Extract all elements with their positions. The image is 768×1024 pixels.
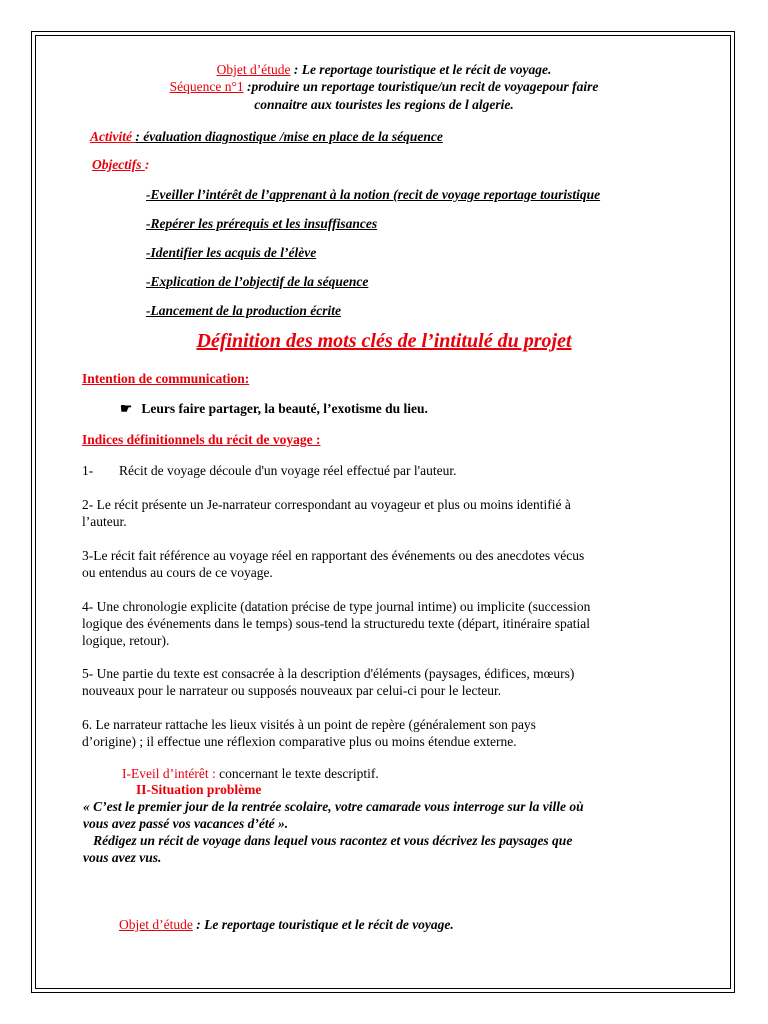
indice-line: 5- Une partie du texte est consacrée à la description d'éléments (paysages, édifices, mœurs) xyxy=(82,666,575,681)
eveil-text: concernant le texte descriptif. xyxy=(219,766,379,781)
objectif-item: -Lancement de la production écrite xyxy=(146,303,341,318)
objectif-item: -Identifier les acquis de l’élève xyxy=(146,245,317,260)
sequence-line xyxy=(0,79,768,95)
situation-quote-2: vous avez passé vos vacances d’été ». xyxy=(83,816,289,831)
indice-item-6 xyxy=(82,716,682,750)
indices-label: Indices définitionnels du récit de voyage : xyxy=(82,432,321,447)
indice-line: d’origine) ; il effectue une réflexion comparative plus ou moins étendue externe. xyxy=(82,734,517,749)
indice-item-3 xyxy=(82,547,682,581)
indice-line: logique des événements dans le temps) sous-tend la structuredu texte (départ, itinéraire spatial xyxy=(82,616,590,631)
eveil-label: I-Eveil d’intérêt : xyxy=(122,766,220,781)
activite-line xyxy=(90,129,443,145)
objectif-item: -Explication de l’objectif de la séquence xyxy=(146,274,369,289)
indice-text: Récit de voyage découle d'un voyage réel effectué par l'auteur. xyxy=(119,463,457,478)
footer-objet-line xyxy=(119,917,454,933)
indice-line: 6. Le narrateur rattache les lieux visités à un point de repère (généralement son pays xyxy=(82,717,536,732)
activite-label: Activité xyxy=(90,129,136,144)
indice-item-4 xyxy=(82,598,682,649)
footer-objet-label: Objet d’étude xyxy=(119,917,193,932)
eveil-line xyxy=(122,766,379,782)
indice-line: l’auteur. xyxy=(82,514,127,529)
indice-line: 3-Le récit fait référence au voyage réel en rapportant des événements ou des anecdotes vécus xyxy=(82,548,585,563)
footer-objet-text: : Le reportage touristique et le récit de voyage. xyxy=(192,917,454,932)
situation-task-1: Rédigez un récit de voyage dans lequel vous racontez et vous décrivez les paysages que xyxy=(83,833,573,848)
main-title: Définition des mots clés de l’intitulé du projet xyxy=(196,330,572,352)
indice-line: logique, retour). xyxy=(82,633,170,648)
indice-line: 2- Le récit présente un Je-narrateur correspondant au voyageur et plus ou moins identifié à xyxy=(82,497,571,512)
objet-label: Objet d’étude xyxy=(216,62,291,77)
indice-line: 4- Une chronologie explicite (datation précise de type journal intime) ou implicite (succession xyxy=(82,599,591,614)
indice-item-1 xyxy=(82,463,457,479)
objectifs-label: Objectifs xyxy=(92,157,145,172)
situation-task-2: vous avez vus. xyxy=(83,850,162,865)
objectifs-colon: : xyxy=(144,157,150,172)
activite-text: : évaluation diagnostique /mise en place de la séquence xyxy=(135,129,443,144)
indice-line: nouveaux pour le narrateur ou supposés nouveaux par celui-ci pour le lecteur. xyxy=(82,683,502,698)
intention-bullet xyxy=(120,401,428,417)
sequence-label: Séquence n°1 xyxy=(169,79,244,94)
pointing-hand-icon: ☛ xyxy=(120,401,133,416)
situation-quote-1: « C’est le premier jour de la rentrée scolaire, votre camarade vous interroge sur la ville où xyxy=(83,799,584,814)
objectif-item: -Repérer les prérequis et les insuffisances xyxy=(146,216,378,231)
objet-line xyxy=(0,62,768,78)
intention-text: Leurs faire partager, la beauté, l’exotisme du lieu. xyxy=(141,401,428,416)
indice-item-2 xyxy=(82,496,682,530)
situation-label: II-Situation problème xyxy=(136,782,262,797)
sequence-text: :produire un reportage touristique/un recit de voyagepour faire xyxy=(243,79,599,94)
objectif-item: -Eveiller l’intérêt de l’apprenant à la notion (recit de voyage reportage touristique xyxy=(146,187,601,202)
objectifs-heading xyxy=(92,157,149,173)
indice-item-5 xyxy=(82,665,682,699)
indice-line: ou entendus au cours de ce voyage. xyxy=(82,565,273,580)
indice-number: 1- xyxy=(82,463,94,478)
objet-text: : Le reportage touristique et le récit de voyage. xyxy=(290,62,552,77)
intention-label: Intention de communication: xyxy=(82,371,250,386)
sequence-line-2: connaitre aux touristes les regions de l algerie. xyxy=(254,97,514,112)
